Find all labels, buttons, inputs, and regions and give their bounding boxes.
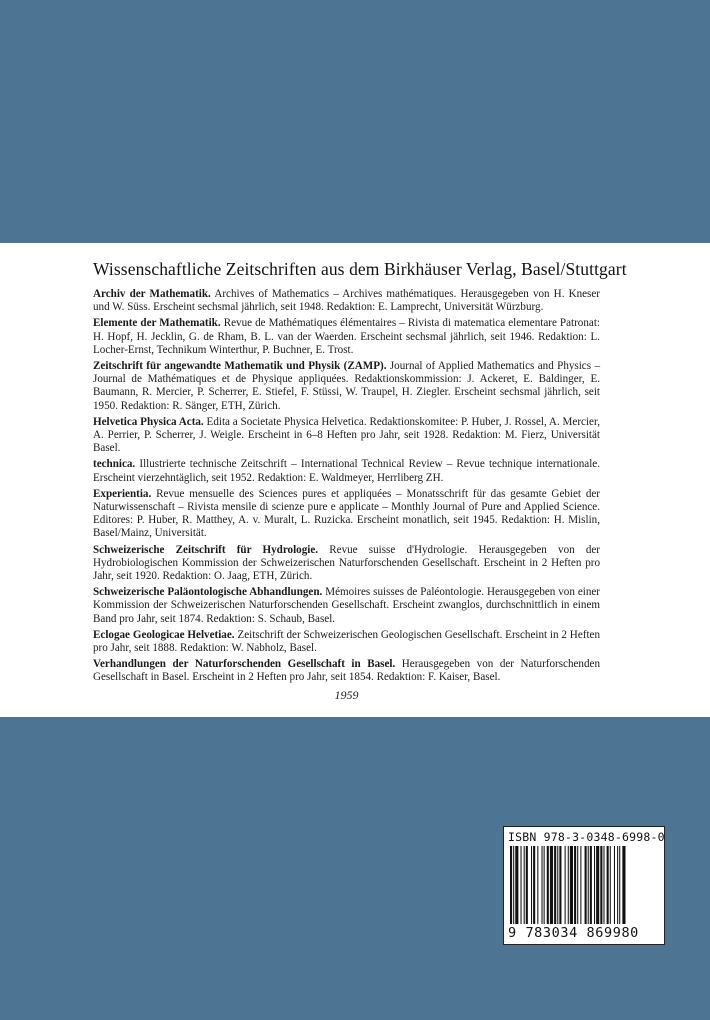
barcode-bar [594, 846, 595, 924]
journal-title: Verhandlungen der Naturforschenden Gesellschaft in Basel. [93, 658, 396, 671]
barcode-bar [533, 846, 535, 924]
barcode-bar [617, 846, 618, 924]
barcode-bar [619, 846, 620, 924]
barcode-bar [596, 846, 599, 924]
barcode-bar [557, 846, 558, 924]
barcode-bar [580, 846, 581, 924]
journal-title: Archiv der Mathematik. [93, 288, 211, 300]
barcode-bar [521, 846, 522, 924]
barcode-digits: 9 783034 869980 [508, 925, 639, 941]
barcode-bar [610, 846, 611, 924]
cover-background-top [0, 0, 710, 243]
journal-title: Eclogae Geologicae Helvetiae. [93, 628, 235, 641]
barcode-bar [526, 846, 528, 924]
journal-title: Schweizerische Zeitschrift für Hydrologie. [93, 543, 319, 556]
barcode-bar [622, 846, 625, 924]
journal-description: Zeitschrift der Schweizerischen Geologischen Gesellschaft. Erscheint in 2 Heften pro Jahr, seit 1888. Redaktion: W. Nabholz, Basel. [93, 628, 600, 655]
barcode-bar [607, 846, 609, 924]
journal-entry [93, 416, 600, 456]
barcode-bar [542, 846, 543, 924]
journal-title: Schweizerische Paläontologische Abhandlungen. [93, 586, 323, 599]
barcode-bar [588, 846, 589, 924]
barcode-bar [515, 846, 518, 924]
barcode-bar [577, 846, 578, 924]
barcode-bar [559, 846, 561, 924]
journal-entry [93, 629, 600, 655]
journal-description: Revue mensuelle des Sciences pures et appliquées – Monatsschrift für das gesamte Gebiet der Naturwissenschaft – Rivista mensile di scienze pure e applicate – Monthly Journal of Pure and Applied Science. Editores: P. Huber, R. Matthey, A. v. Muralt, L. Ruzicka. Erscheint monatlich, seit 1945. Redaktion: H. Mislin, Basel/Mainz, Universität. [93, 487, 600, 540]
journal-title: Experientia. [93, 487, 152, 500]
journal-description: Herausgegeben von der Naturforschenden Gesellschaft in Basel. Erscheint in 2 Heften pro Jahr, seit 1854. Redaktion: F. Kaiser, Basel. [93, 658, 600, 684]
journal-description: Archives of Mathematics – Archives mathématiques. Herausgegeben von H. Kneser und W. Süss. Erscheint sechsmal jährlich, seit 1948. Redaktion: E. Lamprecht, Universität Würzburg. [93, 288, 600, 314]
text-panel [0, 243, 710, 717]
barcode-bar [568, 846, 569, 924]
barcode-bar [531, 846, 532, 924]
barcode-bar [565, 846, 566, 924]
barcode-bar [513, 846, 514, 924]
journal-description: Journal of Applied Mathematics and Physics – Journal de Mathématiques et de Physique appliquées. Redaktionskommission: J. Ackeret, E. Baldinger, E. Baumann, R. Mercier, P. Scherrer, E. Stiefel, F. Stüssi, W. Traupel, H. Ziegler. Erscheint sechsmal jährlich, seit 1950. Redaktion: R. Sänger, ETH, Zürich. [93, 360, 600, 412]
journal-entry [93, 544, 600, 584]
journal-description: Mémoires suisses de Paléontologie. Herausgegeben von einer Kommission der Schweizerischen Naturforschenden Gesellschaft. Erscheint zwanglos, durchschnittlich in einem Band pro Jahr, seit 1874. Redaktion: S. Schaub, Basel. [93, 586, 600, 625]
barcode-bar [574, 846, 576, 924]
journal-entry [93, 317, 600, 357]
journal-description: Edita a Societate Physica Helvetica. Redaktionskomitee: P. Huber, J. Rossel, A. Mercier, A. Perrier, P. Scherrer, J. Weigle. Erscheint in 6–8 Heften pro Jahr, seit 1928. Redaktion: M. Fierz, Universität Basel. [93, 415, 600, 455]
journal-title: Elemente der Mathematik. [93, 317, 221, 330]
panel-heading: Wissenschaftliche Zeitschriften aus dem Birkhäuser Verlag, Basel/Stuttgart [93, 259, 627, 279]
barcode-bar [550, 846, 553, 924]
barcode-bar [614, 846, 615, 924]
barcode-bar [544, 846, 545, 924]
journal-entry [93, 288, 600, 314]
barcode-bar [570, 846, 573, 924]
journal-title: Zeitschrift für angewandte Mathematik und Physik (ZAMP). [93, 360, 387, 373]
journal-entry [93, 658, 600, 684]
barcode-bar [547, 846, 549, 924]
barcode-bar [537, 846, 538, 924]
journal-entry [93, 586, 600, 626]
isbn-label: ISBN 978-3-0348-6998-0 [508, 830, 665, 844]
barcode-bar [600, 846, 602, 924]
barcode-bar [554, 846, 556, 924]
journal-entry [93, 458, 600, 484]
journal-description: Revue suisse d'Hydrologie. Herausgegeben von der Hydrobiologischen Kommission der Schweizerischen Naturforschenden Gesellschaft. Erscheint in 2 Heften pro Jahr, seit 1920. Redaktion: O. Jaag, ETH, Zürich. [93, 543, 600, 583]
publication-year: 1959 [334, 687, 359, 702]
journal-entry [93, 488, 600, 541]
journal-title: Helvetica Physica Acta. [93, 415, 204, 428]
barcode-bar [590, 846, 592, 924]
isbn-barcode [503, 826, 665, 945]
barcode-bar [585, 846, 587, 924]
journal-title: technica. [93, 458, 136, 471]
barcode-bar [603, 846, 604, 924]
barcode-bars [510, 846, 660, 924]
journal-description: Illustrierte technische Zeitschrift – International Technical Review – Revue technique internationale. Erscheint vierzehntäglich, seit 1952. Redaktion: E. Waldmeyer, Herrliberg ZH. [93, 458, 601, 484]
journal-entry [93, 360, 600, 413]
barcode-bar [524, 846, 525, 924]
barcode-bar [510, 846, 512, 924]
journal-description: Revue de Mathématiques élémentaires – Rivista di matematica elementare Patronat: H. Hopf, H. Jecklin, G. de Rham, B. L. van der Waerden. Erscheint sechsmal jährlich, seit 1946. Redaktion: L. Locher-Ernst, Technikum Winterthur, P. Buchner, E. Trost. [93, 317, 600, 356]
